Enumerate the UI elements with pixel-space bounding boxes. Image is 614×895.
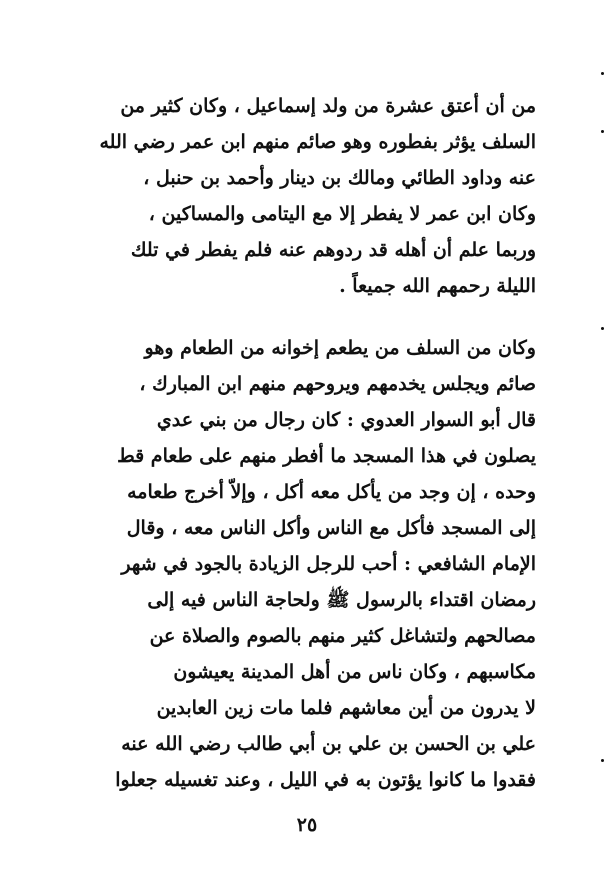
paragraph-2-line-8: رمضان اقتداء بالرسول ﷺ ولحاجة الناس فيه إلى xyxy=(147,589,536,611)
paragraph-1-line-2: السلف يؤثر بفطوره وهو صائم منهم ابن عمر رضي الله xyxy=(99,131,536,153)
paragraph-2-line-2: صائم ويجلس يخدمهم ويروحهم منهم ابن المبارك ، xyxy=(139,373,536,395)
margin-mark xyxy=(601,130,604,133)
paragraph-2-line-11: لا يدرون من أين معاشهم فلما مات زين العابدين xyxy=(156,697,536,719)
paragraph-2-line-3: قال أبو السوار العدوي : كان رجال من بني عدي xyxy=(156,409,536,431)
paragraph-2-line-5: وحده ، إن وجد من يأكل معه أكل ، وإلاّ أخرج طعامه xyxy=(127,481,536,503)
margin-mark xyxy=(601,72,604,75)
paragraph-2 xyxy=(110,330,536,798)
paragraph-2-line-9: مصالحهم ولتشاغل كثير منهم بالصوم والصلاة عن xyxy=(149,625,536,647)
paragraph-2-line-6: إلى المسجد فأكل مع الناس وأكل الناس معه ، وقال xyxy=(126,517,536,539)
paragraph-2-line-7: الإمام الشافعي : أحب للرجل الزيادة بالجود في شهر xyxy=(121,553,536,575)
paragraph-1-line-5: وربما علم أن أهله قد ردوهم عنه فلم يفطر في تلك xyxy=(130,239,536,261)
margin-mark xyxy=(601,759,604,762)
paragraph-1-line-1: من أن أعتق عشرة من ولد إسماعيل ، وكان كثير من xyxy=(120,95,536,117)
page-number: ٢٥ xyxy=(296,814,318,836)
paragraph-2-line-13: فقدوا ما كانوا يؤتون به في الليل ، وعند تغسيله جعلوا xyxy=(115,769,536,791)
paragraph-1-line-3: عنه وداود الطائي ومالك بن دينار وأحمد بن حنبل ، xyxy=(143,167,536,189)
paragraph-1-line-4: وكان ابن عمر لا يفطر إلا مع اليتامى والمساكين ، xyxy=(148,203,536,225)
paragraph-2-line-1: وكان من السلف من يطعم إخوانه من الطعام وهو xyxy=(144,337,536,359)
paragraph-2-line-10: مكاسبهم ، وكان ناس من أهل المدينة يعيشون xyxy=(173,661,536,683)
paragraph-1 xyxy=(99,88,536,304)
paragraph-2-line-4: يصلون في هذا المسجد ما أفطر منهم على طعام قط xyxy=(117,445,536,467)
margin-mark xyxy=(601,327,604,330)
paragraph-2-line-12: علي بن الحسن بن علي بن أبي طالب رضي الله عنه xyxy=(121,733,536,755)
paragraph-1-line-6: الليلة رحمهم الله جميعاً . xyxy=(339,275,536,297)
